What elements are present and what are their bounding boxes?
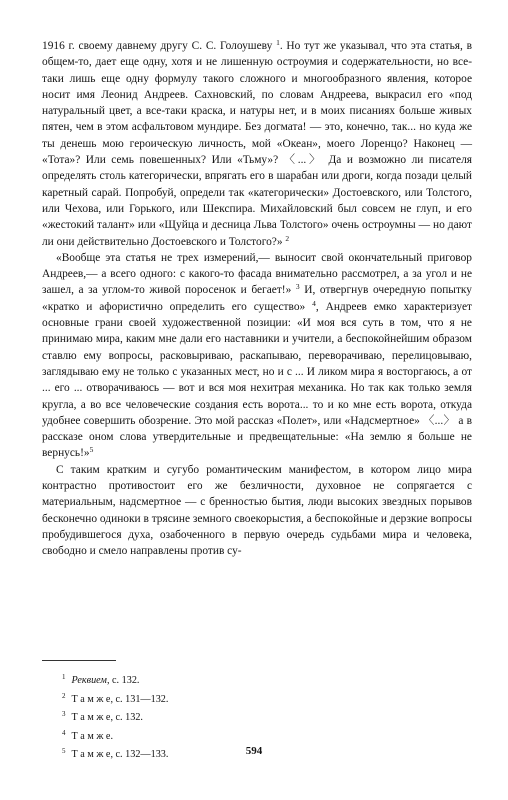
text-run: И, отвергнув очередную попытку «кратко и афористично определить его существо»	[42, 284, 472, 313]
footnote-reference: 1	[276, 38, 280, 47]
footnote-reference: 3	[295, 282, 300, 292]
footnote-ref: Т а м ж е, с. 131—132.	[71, 693, 169, 705]
footnote-ref: Т а м ж е, с. 132—133.	[71, 749, 169, 761]
footnote-reference: 4	[312, 298, 316, 308]
footnote-ref: , с. 132.	[106, 675, 140, 686]
footnote-ref: Т а м ж е, с. 132.	[71, 712, 143, 724]
text-run: , Андреев емко характеризует основные грани своей художественной позиции: «И моя вся суть в том, что я не принимаю мира, каким мне дали его наставники и учители, а беспокойнейшим образом ставлю ему вопросы, расковыриваю, раскапываю, переворачиваю, перелицовываю, заглядываю ему не только с указанных мест, но и с ... И ликом мира я восторгаюсь, а от ... его ... отворачиваюсь — вот и вся моя нехитрая механика. Но так как только земля кругла, а во все человеческие создания есть ворота... то и ко мне есть ворота, откуда удобнее совершить обозрение. Это мой рассказ «Полет», или «Надсмертное» 〈...〉 а в рассказе оном слова утвердительные и предвещательные: «На землю я больше не вернусь!»	[42, 300, 472, 460]
footnote-number: 1	[62, 673, 66, 681]
body-text	[42, 38, 472, 560]
paragraph-3	[42, 462, 472, 560]
footnote	[62, 670, 362, 689]
footnote-number: 5	[62, 747, 66, 756]
footnote-title: Реквием	[71, 675, 107, 686]
page-number: 594	[245, 745, 263, 757]
footnote	[62, 707, 362, 726]
footnote-reference: 5	[89, 445, 94, 455]
footnote-separator	[42, 660, 116, 661]
text-run: . Но тут же указывал, что эта статья, в общем-то, дает еще одну, хотя и не лишенную остроумия и содержательности, но все-таки лишь еще одну формулу такого сложного и многообразного явления, которое носит имя Леонид Андреев. Сахновский, по словам Андреева, выкрасил его «под натуральный цвет, а все-таки краска, и натуры нет, и в моих писаниях больше живых пятен, чем в этом асфальтовом мундире. Без догмата! — это, конечно, так... но куда же ты денешь мою героическую личность, мой «Океан», моего Лоренцо? Наконец — «Тота»? Или семь повешенных? Или «Тьму»? 〈...〉 Да и возможно ли писателя определять столь категорически, впрягать его в шарабан или дроги, когда позади целый каретный сарай. Попробуй, определи так «категорически» Достоевского, или Толстого, или Чехова, или Горького, или Шекспира. Михайловский был совсем не глуп, и его «жестокий талант» или «Щуйца и десница Льва Толстого» очень остроумны — но дают ли они действительно Достоевского и Толстого?»	[42, 40, 472, 248]
paragraph-2	[42, 250, 472, 462]
text-run: С таким кратким и сугубо романтическим манифестом, в котором лицо мира контрастно противостоит его же безличности, духовное не сопрягается с материальным, надсмертное — с бренностью бытия, люди высоких звездных порывов бесконечно одиноки в трясине земного своекорыстия, а беспокойные и дерзкие вопросы пробудившегося духа, озабоченного в первую очередь судьбами мира и человека, свободно и смело направлены против су-	[42, 463, 472, 558]
paragraph-1	[42, 38, 472, 250]
footnote-reference: 2	[285, 233, 290, 243]
footnote-number: 3	[62, 710, 66, 719]
footnote-number: 2	[62, 691, 66, 700]
text-run: «Вообще эта статья не трех измерений,— выносит свой окончательный приговор Андреев,— а всего одного: с какого-то фасада внимательно рассмотрел, а за угол и не зашел, а за углом-то живой поросенок и бегает!»	[42, 251, 472, 297]
footnote	[62, 726, 362, 745]
footnote-number: 4	[62, 728, 66, 737]
text-run: 1916 г. своему давнему другу С. С. Голоушеву	[42, 40, 277, 52]
footnote	[62, 689, 362, 708]
footnote-ref: Т а м ж е.	[71, 730, 113, 742]
